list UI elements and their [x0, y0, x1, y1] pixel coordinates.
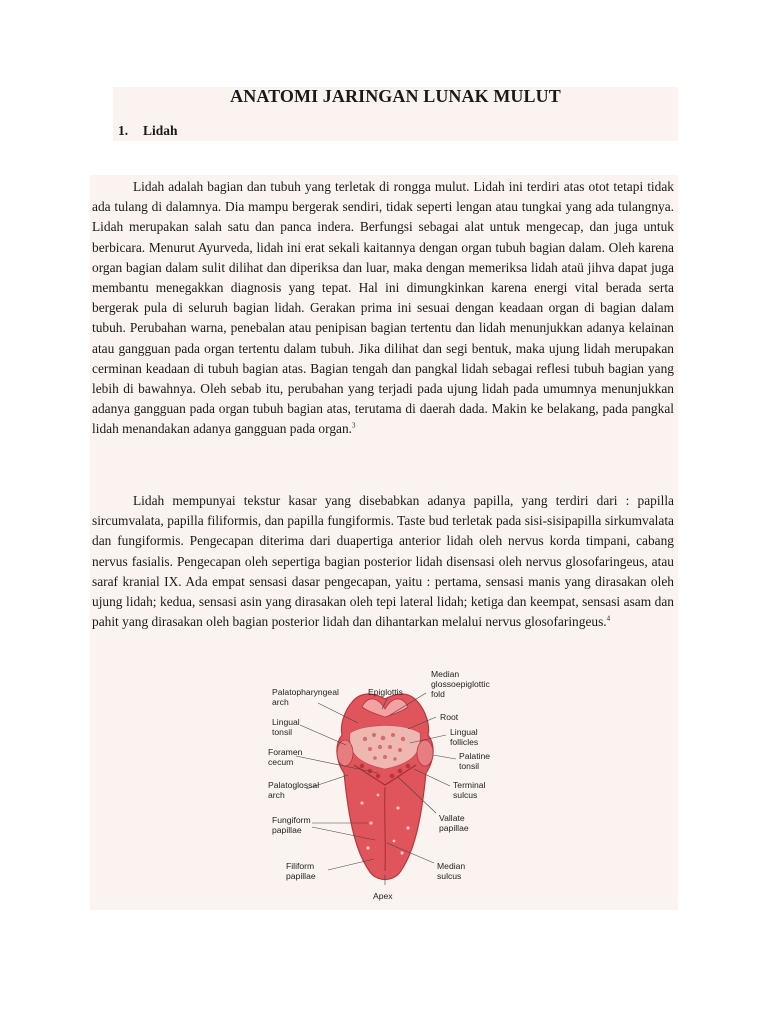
- section-number: 1.: [118, 123, 129, 138]
- label-lingual: Lingual: [272, 717, 300, 727]
- label-apex: Apex: [373, 891, 393, 901]
- tongue-anatomy-figure: [250, 663, 520, 903]
- footnote-ref-3: 3: [352, 421, 356, 430]
- paragraph-2: [92, 491, 674, 632]
- label-filiform-papillae: papillae: [286, 871, 316, 881]
- median-sulcus-line: [385, 787, 386, 871]
- label-median-1: Median: [431, 669, 460, 679]
- label-palatine-tonsil: tonsil: [459, 761, 480, 771]
- label-median-sulcus: sulcus: [437, 871, 462, 881]
- section-heading: [118, 123, 178, 139]
- label-palatoglossal: Palatoglossal: [268, 780, 320, 790]
- label-filiform: Filiform: [286, 861, 315, 871]
- right-tonsil: [417, 740, 433, 766]
- label-vallate: Vallate: [439, 813, 465, 823]
- label-palatoglossal-arch: arch: [268, 790, 285, 800]
- label-vallate-papillae: papillae: [439, 823, 469, 833]
- label-palatopharyngeal: Palatopharyngeal: [272, 687, 339, 697]
- label-lingual-tonsil: tonsil: [272, 727, 293, 737]
- label-lingual-right: Lingual: [450, 727, 478, 737]
- label-foramen-cecum: cecum: [268, 757, 294, 767]
- label-terminal-sulcus: sulcus: [453, 790, 478, 800]
- label-fungiform: Fungiform: [272, 815, 311, 825]
- label-follicles: follicles: [450, 737, 479, 747]
- label-epiglottis: Epiglottis: [368, 687, 403, 697]
- label-median-2: Median: [437, 861, 466, 871]
- label-foramen: Foramen: [268, 747, 303, 757]
- label-palatopharyngeal-arch: arch: [272, 697, 289, 707]
- tongue-illustration: [250, 663, 520, 903]
- paragraph-1-text: Lidah adalah bagian dan tubuh yang terletak di rongga mulut. Lidah ini terdiri atas otot tetapi tidak ada tulang di dalamnya. Dia mampu bergerak sendiri, tidak seperti lengan atau tungkai yang ada tulangnya. Lidah merupakan salah satu dan panca indera. Berfungsi sebagai alat untuk mengecap, dan juga untuk berbicara. Menurut Ayurveda, lidah ini erat sekali kaitannya dengan organ tubuh bagian dalam. Oleh karena organ bagian dalam sulit dilihat dan diperiksa dan luar, maka dengan memeriksa lidah ataü jihva dapat juga membantu menegakkan diagnosis yang tepat. Hal ini dimungkinkan karena energi vital berada serta bergerak pula di seluruh bagian lidah. Gerakan prima ini sesuai dengan keadaan organ di bagian dalam tubuh. Perubahan warna, penebalan atau penipisan bagian tertentu dan lidah menunjukkan adanya kelainan atau gangguan pada organ tertentu dalam tubuh. Jika dilihat dan segi bentuk, maka ujung lidah merupakan cerminan keadaan di tubuh bagian atas. Bagian tengah dan pangkal lidah sebagai reflesi tubuh bagian yang lebih di bawahnya. Oleh sebab itu, perubahan yang terjadi pada ujung lidah pada umumnya menunjukkan adanya gangguan pada organ tubuh bagian atas, terutama di daerah dada. Makin ke belakang, pada pangkal lidah menandakan adanya gangguan pada organ.: [92, 179, 674, 437]
- paragraph-2-text: Lidah mempunyai tekstur kasar yang disebabkan adanya papilla, yang terdiri dari : papilla sircumvalata, papilla filiformis, dan papilla fungiformis. Taste bud terletak pada sisi-sisipapilla sirkumvalata dan fungiformis. Pengecapan diterima dari duapertiga anterior lidah oleh nervus korda timpani, cabang nervus fasialis. Pengecapan oleh sepertiga bagian posterior lidah disensasi oleh nervus glosofaringeus, atau saraf kranial IX. Ada empat sensasi dasar pengecapan, yaitu : pertama, sensasi manis yang dirasakan oleh ujung lidah; kedua, sensasi asin yang dirasakan oleh tepi lateral lidah; ketiga dan keempat, sensasi asam dan pahit yang dirasakan oleh bagian posterior lidah dan dihantarkan melalui nervus glosofaringeus.: [92, 493, 674, 630]
- label-palatine: Palatine: [459, 751, 491, 761]
- label-fold: fold: [431, 689, 445, 699]
- label-root: Root: [440, 712, 459, 722]
- label-glossoepiglottic: glossoepiglottic: [431, 679, 490, 689]
- section-title: Lidah: [143, 123, 178, 138]
- left-tonsil: [337, 740, 353, 766]
- footnote-ref-4: 4: [606, 614, 611, 623]
- label-fungiform-papillae: papillae: [272, 825, 302, 835]
- page-title: ANATOMI JARINGAN LUNAK MULUT: [230, 86, 561, 106]
- paragraph-1: [92, 177, 674, 440]
- label-terminal: Terminal: [453, 780, 486, 790]
